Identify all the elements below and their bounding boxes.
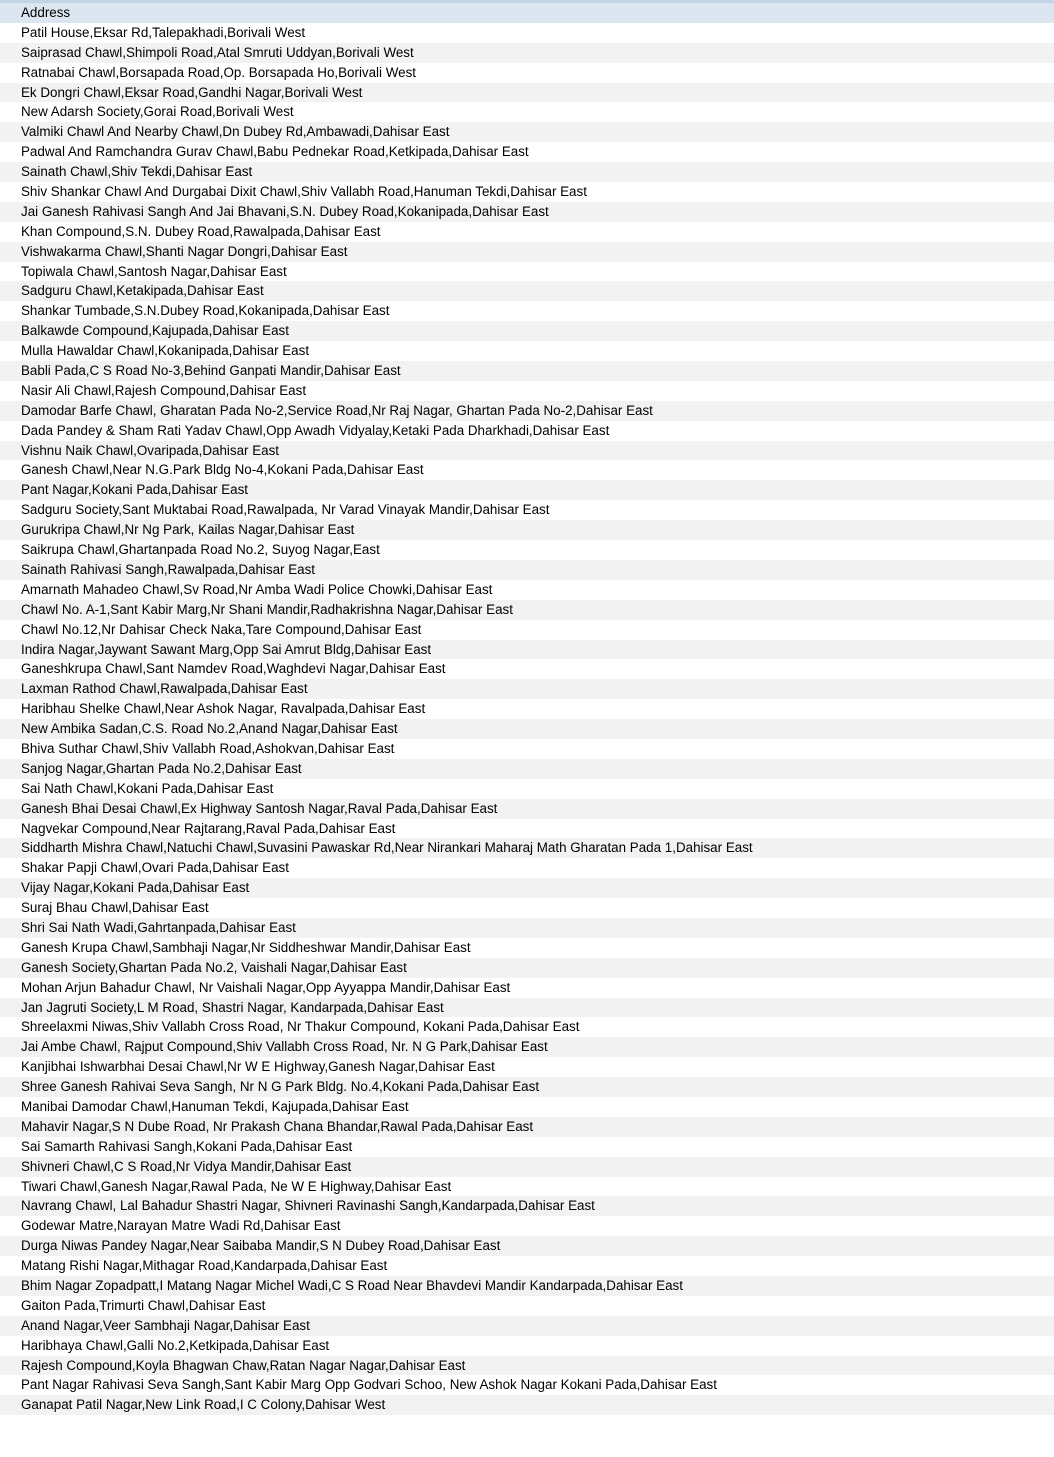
table-row: Durga Niwas Pandey Nagar,Near Saibaba Mandir,S N Dubey Road,Dahisar East xyxy=(0,1236,1054,1256)
table-row: Vijay Nagar,Kokani Pada,Dahisar East xyxy=(0,878,1054,898)
table-row: New Ambika Sadan,C.S. Road No.2,Anand Nagar,Dahisar East xyxy=(0,719,1054,739)
table-row: Shree Ganesh Rahivai Seva Sangh, Nr N G Park Bldg. No.4,Kokani Pada,Dahisar East xyxy=(0,1077,1054,1097)
table-row: Manibai Damodar Chawl,Hanuman Tekdi, Kajupada,Dahisar East xyxy=(21,1098,409,1114)
table-row: Topiwala Chawl,Santosh Nagar,Dahisar East xyxy=(21,263,287,279)
table-row: Mohan Arjun Bahadur Chawl, Nr Vaishali Nagar,Opp Ayyappa Mandir,Dahisar East xyxy=(21,979,511,995)
table-row: Pant Nagar Rahivasi Seva Sangh,Sant Kabir Marg Opp Godvari Schoo, New Ashok Nagar Kokani Pada,Dahisar East xyxy=(21,1377,717,1393)
table-row: Valmiki Chawl And Nearby Chawl,Dn Dubey Rd,Ambawadi,Dahisar East xyxy=(0,122,1054,142)
table-row: Amarnath Mahadeo Chawl,Sv Road,Nr Amba Wadi Police Chowki,Dahisar East xyxy=(21,581,493,597)
table-row: Dada Pandey & Sham Rati Yadav Chawl,Opp Awadh Vidyalay,Ketaki Pada Dharkhadi,Dahisar East xyxy=(21,422,610,438)
table-row: Sadguru Society,Sant Muktabai Road,Rawalpada, Nr Varad Vinayak Mandir,Dahisar East xyxy=(21,502,550,518)
column-header-address: Address xyxy=(0,3,1054,23)
table-row: Babli Pada,C S Road No-3,Behind Ganpati Mandir,Dahisar East xyxy=(0,361,1054,381)
table-row: Padwal And Ramchandra Gurav Chawl,Babu Pednekar Road,Ketkipada,Dahisar East xyxy=(21,144,529,160)
table-row: Shreelaxmi Niwas,Shiv Vallabh Cross Road, Nr Thakur Compound, Kokani Pada,Dahisar East xyxy=(21,1019,580,1035)
table-row: Sainath Chawl,Shiv Tekdi,Dahisar East xyxy=(0,162,1054,182)
table-row: Patil House,Eksar Rd,Talepakhadi,Borivali West xyxy=(21,24,306,40)
table-row: Shivneri Chawl,C S Road,Nr Vidya Mandir,Dahisar East xyxy=(0,1157,1054,1177)
table-row: Vishwakarma Chawl,Shanti Nagar Dongri,Dahisar East xyxy=(0,242,1054,262)
table-row: Ganesh Krupa Chawl,Sambhaji Nagar,Nr Siddheshwar Mandir,Dahisar East xyxy=(21,939,471,955)
table-row: Tiwari Chawl,Ganesh Nagar,Rawal Pada, Ne W E Highway,Dahisar East xyxy=(21,1178,452,1194)
table-row: Sai Nath Chawl,Kokani Pada,Dahisar East xyxy=(21,780,274,796)
table-row: Laxman Rathod Chawl,Rawalpada,Dahisar East xyxy=(0,679,1054,699)
table-row: Shankar Tumbade,S.N.Dubey Road,Kokanipada,Dahisar East xyxy=(21,303,390,319)
table-row: Indira Nagar,Jaywant Sawant Marg,Opp Sai Amrut Bldg,Dahisar East xyxy=(0,640,1054,660)
table-row: Shiv Shankar Chawl And Durgabai Dixit Chawl,Shiv Vallabh Road,Hanuman Tekdi,Dahisar East xyxy=(21,184,587,200)
table-row: Chawl No.12,Nr Dahisar Check Naka,Tare Compound,Dahisar East xyxy=(21,621,422,637)
table-row: Vishnu Naik Chawl,Ovaripada,Dahisar East xyxy=(0,441,1054,461)
table-row: Ganesh Chawl,Near N.G.Park Bldg No-4,Kokani Pada,Dahisar East xyxy=(21,462,424,478)
table-row: Saiprasad Chawl,Shimpoli Road,Atal Smruti Uddyan,Borivali West xyxy=(0,43,1054,63)
table-row: Ganesh Society,Ghartan Pada No.2, Vaishali Nagar,Dahisar East xyxy=(0,958,1054,978)
table-row: Navrang Chawl, Lal Bahadur Shastri Nagar, Shivneri Ravinashi Sangh,Kandarpada,Dahisar East xyxy=(0,1196,1054,1216)
table-row: Suraj Bhau Chawl,Dahisar East xyxy=(21,900,209,916)
table-row: Bhiva Suthar Chawl,Shiv Vallabh Road,Ashokvan,Dahisar East xyxy=(21,740,395,756)
table-row: Sainath Rahivasi Sangh,Rawalpada,Dahisar East xyxy=(0,560,1054,580)
address-table xyxy=(0,3,1054,1415)
table-row: Ganesh Bhai Desai Chawl,Ex Highway Santosh Nagar,Raval Pada,Dahisar East xyxy=(0,799,1054,819)
table-row: New Adarsh Society,Gorai Road,Borivali West xyxy=(21,104,294,120)
table-row: Ganeshkrupa Chawl,Sant Namdev Road,Waghdevi Nagar,Dahisar East xyxy=(21,661,446,677)
table-row: Saikrupa Chawl,Ghartanpada Road No.2, Suyog Nagar,East xyxy=(21,542,380,558)
table-row: Balkawde Compound,Kajupada,Dahisar East xyxy=(0,321,1054,341)
table-row: Haribhau Shelke Chawl,Near Ashok Nagar, Ravalpada,Dahisar East xyxy=(21,701,426,717)
table-row: Matang Rishi Nagar,Mithagar Road,Kandarpada,Dahisar East xyxy=(21,1258,388,1274)
table-row: Mulla Hawaldar Chawl,Kokanipada,Dahisar East xyxy=(21,343,310,359)
table-row: Damodar Barfe Chawl, Gharatan Pada No-2,Service Road,Nr Raj Nagar, Ghartan Pada No-2,Dahisar East xyxy=(0,401,1054,421)
table-row: Kanjibhai Ishwarbhai Desai Chawl,Nr W E Highway,Ganesh Nagar,Dahisar East xyxy=(21,1059,495,1075)
table-row: Siddharth Mishra Chawl,Natuchi Chawl,Suvasini Pawaskar Rd,Near Nirankari Maharaj Math Gharatan Pada 1,Dahisar East xyxy=(0,838,1054,858)
table-row: Khan Compound,S.N. Dubey Road,Rawalpada,Dahisar East xyxy=(21,223,381,239)
table-row: Sai Samarth Rahivasi Sangh,Kokani Pada,Dahisar East xyxy=(21,1138,353,1154)
table-row: Haribhaya Chawl,Galli No.2,Ketkipada,Dahisar East xyxy=(21,1337,330,1353)
table-row: Ganapat Patil Nagar,New Link Road,I C Colony,Dahisar West xyxy=(0,1395,1054,1415)
table-row: Pant Nagar,Kokani Pada,Dahisar East xyxy=(0,480,1054,500)
table-row: Gurukripa Chawl,Nr Ng Park, Kailas Nagar,Dahisar East xyxy=(0,520,1054,540)
table-row: Gaiton Pada,Trimurti Chawl,Dahisar East xyxy=(21,1297,266,1313)
table-row: Jan Jagruti Society,L M Road, Shastri Nagar, Kandarpada,Dahisar East xyxy=(0,998,1054,1018)
table-row: Jai Ambe Chawl, Rajput Compound,Shiv Vallabh Cross Road, Nr. N G Park,Dahisar East xyxy=(0,1037,1054,1057)
table-row: Godewar Matre,Narayan Matre Wadi Rd,Dahisar East xyxy=(21,1218,341,1234)
table-row: Nagvekar Compound,Near Rajtarang,Raval Pada,Dahisar East xyxy=(21,820,396,836)
table-row: Chawl No. A-1,Sant Kabir Marg,Nr Shani Mandir,Radhakrishna Nagar,Dahisar East xyxy=(0,600,1054,620)
table-row: Anand Nagar,Veer Sambhaji Nagar,Dahisar East xyxy=(0,1316,1054,1336)
table-row: Mahavir Nagar,S N Dube Road, Nr Prakash Chana Bhandar,Rawal Pada,Dahisar East xyxy=(0,1117,1054,1137)
table-row: Ek Dongri Chawl,Eksar Road,Gandhi Nagar,Borivali West xyxy=(0,83,1054,103)
table-row: Shakar Papji Chawl,Ovari Pada,Dahisar East xyxy=(21,860,289,876)
table-row: Jai Ganesh Rahivasi Sangh And Jai Bhavani,S.N. Dubey Road,Kokanipada,Dahisar East xyxy=(0,202,1054,222)
table-row: Sanjog Nagar,Ghartan Pada No.2,Dahisar East xyxy=(0,759,1054,779)
table-row: Ratnabai Chawl,Borsapada Road,Op. Borsapada Ho,Borivali West xyxy=(21,64,416,80)
table-row: Nasir Ali Chawl,Rajesh Compound,Dahisar East xyxy=(21,382,307,398)
table-row: Rajesh Compound,Koyla Bhagwan Chaw,Ratan Nagar Nagar,Dahisar East xyxy=(0,1356,1054,1376)
table-row: Sadguru Chawl,Ketakipada,Dahisar East xyxy=(0,281,1054,301)
table-row: Shri Sai Nath Wadi,Gahrtanpada,Dahisar East xyxy=(0,918,1054,938)
table-row: Bhim Nagar Zopadpatt,I Matang Nagar Michel Wadi,C S Road Near Bhavdevi Mandir Kandarpada,Dahisar East xyxy=(0,1276,1054,1296)
